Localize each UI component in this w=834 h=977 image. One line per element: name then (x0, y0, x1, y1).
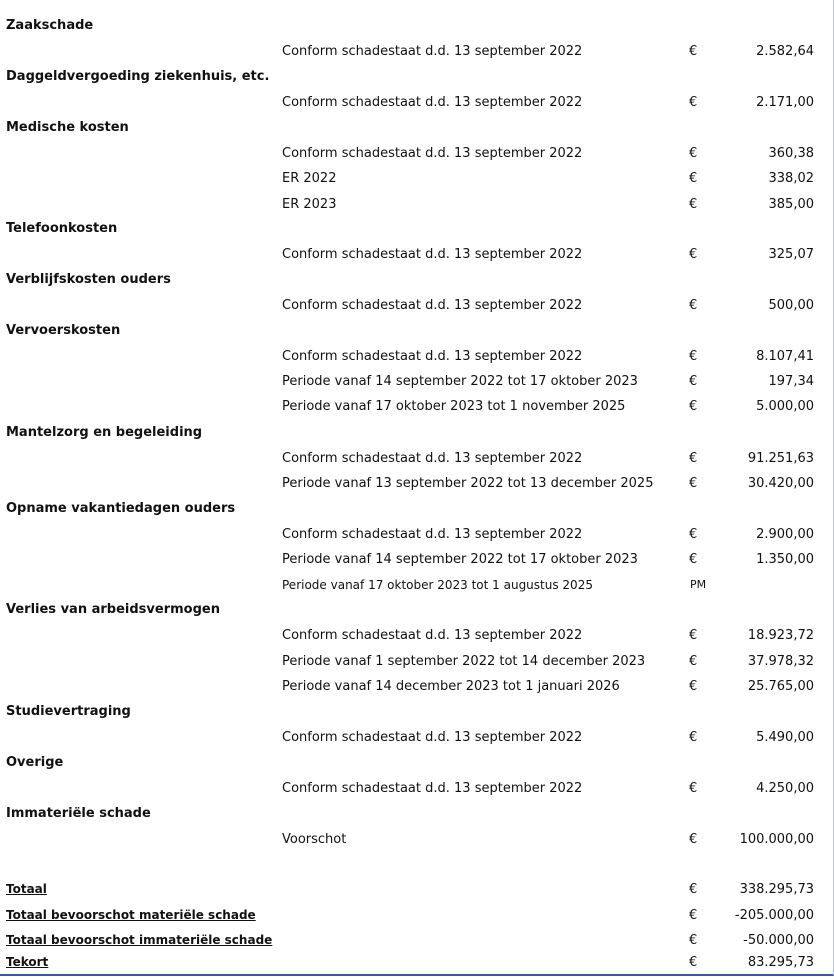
category-row (0, 221, 834, 243)
line-amount: 1.350,00 (756, 552, 814, 567)
line-item (0, 781, 834, 803)
line-description: Conform schadestaat d.d. 13 september 2022 (282, 781, 583, 796)
line-item (0, 628, 834, 650)
line-item (0, 95, 834, 117)
line-currency: € (689, 679, 698, 694)
line-currency: € (689, 349, 698, 364)
line-description: Periode vanaf 13 september 2022 tot 13 december 2025 (282, 476, 654, 491)
category-heading: Opname vakantiedagen ouders (6, 501, 236, 516)
line-currency: € (689, 399, 698, 414)
line-item (0, 679, 834, 701)
line-amount: 2.171,00 (756, 95, 814, 110)
line-amount: 25.765,00 (747, 679, 814, 694)
line-description: Conform schadestaat d.d. 13 september 2022 (282, 247, 583, 262)
line-item (0, 730, 834, 752)
category-heading: Studievertraging (6, 704, 131, 719)
category-heading: Telefoonkosten (6, 221, 118, 236)
line-item (0, 654, 834, 676)
line-amount: 197,34 (768, 374, 814, 389)
total-row (0, 933, 834, 955)
category-heading: Medische kosten (6, 120, 129, 135)
line-amount: 325,07 (768, 247, 814, 262)
line-item (0, 197, 834, 219)
category-row (0, 69, 834, 91)
category-heading: Immateriële schade (6, 806, 151, 821)
line-description: Conform schadestaat d.d. 13 september 2022 (282, 298, 583, 313)
line-amount: 500,00 (768, 298, 814, 313)
line-item (0, 349, 834, 371)
line-amount: 385,00 (768, 197, 814, 212)
line-item (0, 44, 834, 66)
line-amount: 5.000,00 (756, 399, 814, 414)
line-amount: 100.000,00 (739, 832, 814, 847)
line-currency: PM (690, 578, 707, 591)
total-row (0, 908, 834, 930)
category-row (0, 272, 834, 294)
category-row (0, 323, 834, 345)
line-description: Conform schadestaat d.d. 13 september 2022 (282, 730, 583, 745)
category-row (0, 18, 834, 40)
category-row (0, 602, 834, 624)
line-description: Periode vanaf 17 oktober 2023 tot 1 november 2025 (282, 399, 626, 414)
total-label: Tekort (6, 955, 49, 969)
total-amount: 83.295,73 (747, 955, 814, 970)
total-label: Totaal (6, 882, 47, 896)
line-item (0, 399, 834, 421)
line-description: Voorschot (282, 832, 347, 847)
line-currency: € (689, 451, 698, 466)
line-currency: € (689, 476, 698, 491)
line-description: Conform schadestaat d.d. 13 september 2022 (282, 95, 583, 110)
line-description: Conform schadestaat d.d. 13 september 2022 (282, 527, 583, 542)
category-heading: Daggeldvergoeding ziekenhuis, etc. (6, 69, 270, 84)
line-amount: 360,38 (768, 146, 814, 161)
category-heading: Vervoerskosten (6, 323, 121, 338)
line-item (0, 146, 834, 168)
line-description: Conform schadestaat d.d. 13 september 2022 (282, 44, 583, 59)
line-item (0, 171, 834, 193)
category-heading: Verlies van arbeidsvermogen (6, 602, 220, 617)
line-currency: € (689, 628, 698, 643)
total-label: Totaal bevoorschot materiële schade (6, 908, 256, 922)
line-item (0, 578, 834, 600)
line-currency: € (689, 552, 698, 567)
line-item (0, 476, 834, 498)
total-currency: € (689, 933, 698, 948)
line-currency: € (689, 654, 698, 669)
line-item (0, 552, 834, 574)
line-currency: € (689, 527, 698, 542)
category-row (0, 755, 834, 777)
line-item (0, 451, 834, 473)
line-amount: 5.490,00 (756, 730, 814, 745)
total-currency: € (689, 908, 698, 923)
line-description: ER 2023 (282, 197, 337, 212)
line-item (0, 247, 834, 269)
line-currency: € (689, 730, 698, 745)
line-currency: € (689, 298, 698, 313)
category-heading: Zaakschade (6, 18, 94, 33)
line-currency: € (689, 781, 698, 796)
total-currency: € (689, 882, 698, 897)
category-row (0, 120, 834, 142)
line-description: Conform schadestaat d.d. 13 september 2022 (282, 349, 583, 364)
category-row (0, 806, 834, 828)
total-amount: -205.000,00 (734, 908, 814, 923)
total-currency: € (689, 955, 698, 970)
total-row (0, 882, 834, 904)
line-description: Periode vanaf 14 december 2023 tot 1 januari 2026 (282, 679, 620, 694)
line-currency: € (689, 247, 698, 262)
line-description: Periode vanaf 14 september 2022 tot 17 oktober 2023 (282, 374, 638, 389)
line-amount: 338,02 (768, 171, 814, 186)
category-row (0, 501, 834, 523)
total-label: Totaal bevoorschot immateriële schade (6, 933, 273, 947)
line-currency: € (689, 146, 698, 161)
line-currency: € (689, 171, 698, 186)
line-amount: 30.420,00 (747, 476, 814, 491)
line-amount: 2.582,64 (756, 44, 814, 59)
line-description: ER 2022 (282, 171, 337, 186)
line-item (0, 832, 834, 854)
line-description: Conform schadestaat d.d. 13 september 2022 (282, 146, 583, 161)
line-currency: € (689, 197, 698, 212)
line-description: Periode vanaf 14 september 2022 tot 17 oktober 2023 (282, 552, 638, 567)
line-currency: € (689, 95, 698, 110)
line-amount: 4.250,00 (756, 781, 814, 796)
line-amount: 18.923,72 (747, 628, 814, 643)
category-heading: Verblijfskosten ouders (6, 272, 171, 287)
line-item (0, 298, 834, 320)
line-description: Conform schadestaat d.d. 13 september 2022 (282, 628, 583, 643)
total-amount: -50.000,00 (743, 933, 814, 948)
line-amount: 37.978,32 (747, 654, 814, 669)
line-currency: € (689, 374, 698, 389)
total-row (0, 955, 834, 977)
line-amount: 8.107,41 (756, 349, 814, 364)
category-heading: Mantelzorg en begeleiding (6, 425, 203, 440)
line-item (0, 527, 834, 549)
category-row (0, 425, 834, 447)
line-description: Periode vanaf 1 september 2022 tot 14 december 2023 (282, 654, 646, 669)
category-heading: Overige (6, 755, 64, 770)
line-amount: 91.251,63 (747, 451, 814, 466)
line-currency: € (689, 832, 698, 847)
line-amount: 2.900,00 (756, 527, 814, 542)
line-description: Conform schadestaat d.d. 13 september 2022 (282, 451, 583, 466)
total-amount: 338.295,73 (739, 882, 814, 897)
line-description: Periode vanaf 17 oktober 2023 tot 1 augustus 2025 (282, 578, 593, 592)
line-currency: € (689, 44, 698, 59)
line-item (0, 374, 834, 396)
category-row (0, 704, 834, 726)
